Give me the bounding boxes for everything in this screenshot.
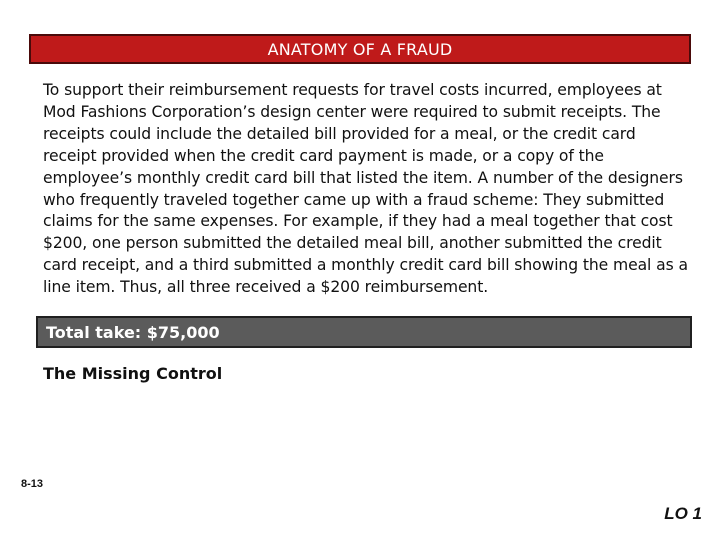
learning-objective-label: LO 1: [664, 504, 702, 523]
total-take-text: Total take: $75,000: [46, 322, 220, 342]
slide-title: ANATOMY OF A FRAUD: [267, 39, 453, 59]
fraud-description: To support their reimbursement requests for travel costs incurred, employees at Mod Fashions Corporation’s design center were required to submit receipts. The receipts could include the detailed bill provided for a meal, or the credit card receipt provided when the credit card payment is made, or a copy of the employee’s monthly credit card bill that listed the item. A number of the designers who frequently traveled together came up with a fraud scheme: They submitted claims for the same expenses. For example, if they had a meal together that cost $200, one person submitted the detailed meal bill, another submitted the credit card receipt, and a third submitted a monthly credit card bill showing the meal as a line item. Thus, all three received a $200 reimbursement.: [43, 81, 688, 297]
page-number: 8-13: [21, 478, 44, 490]
title-banner: [29, 34, 691, 64]
missing-control-heading: The Missing Control: [43, 364, 223, 383]
total-take-banner: [36, 316, 692, 348]
